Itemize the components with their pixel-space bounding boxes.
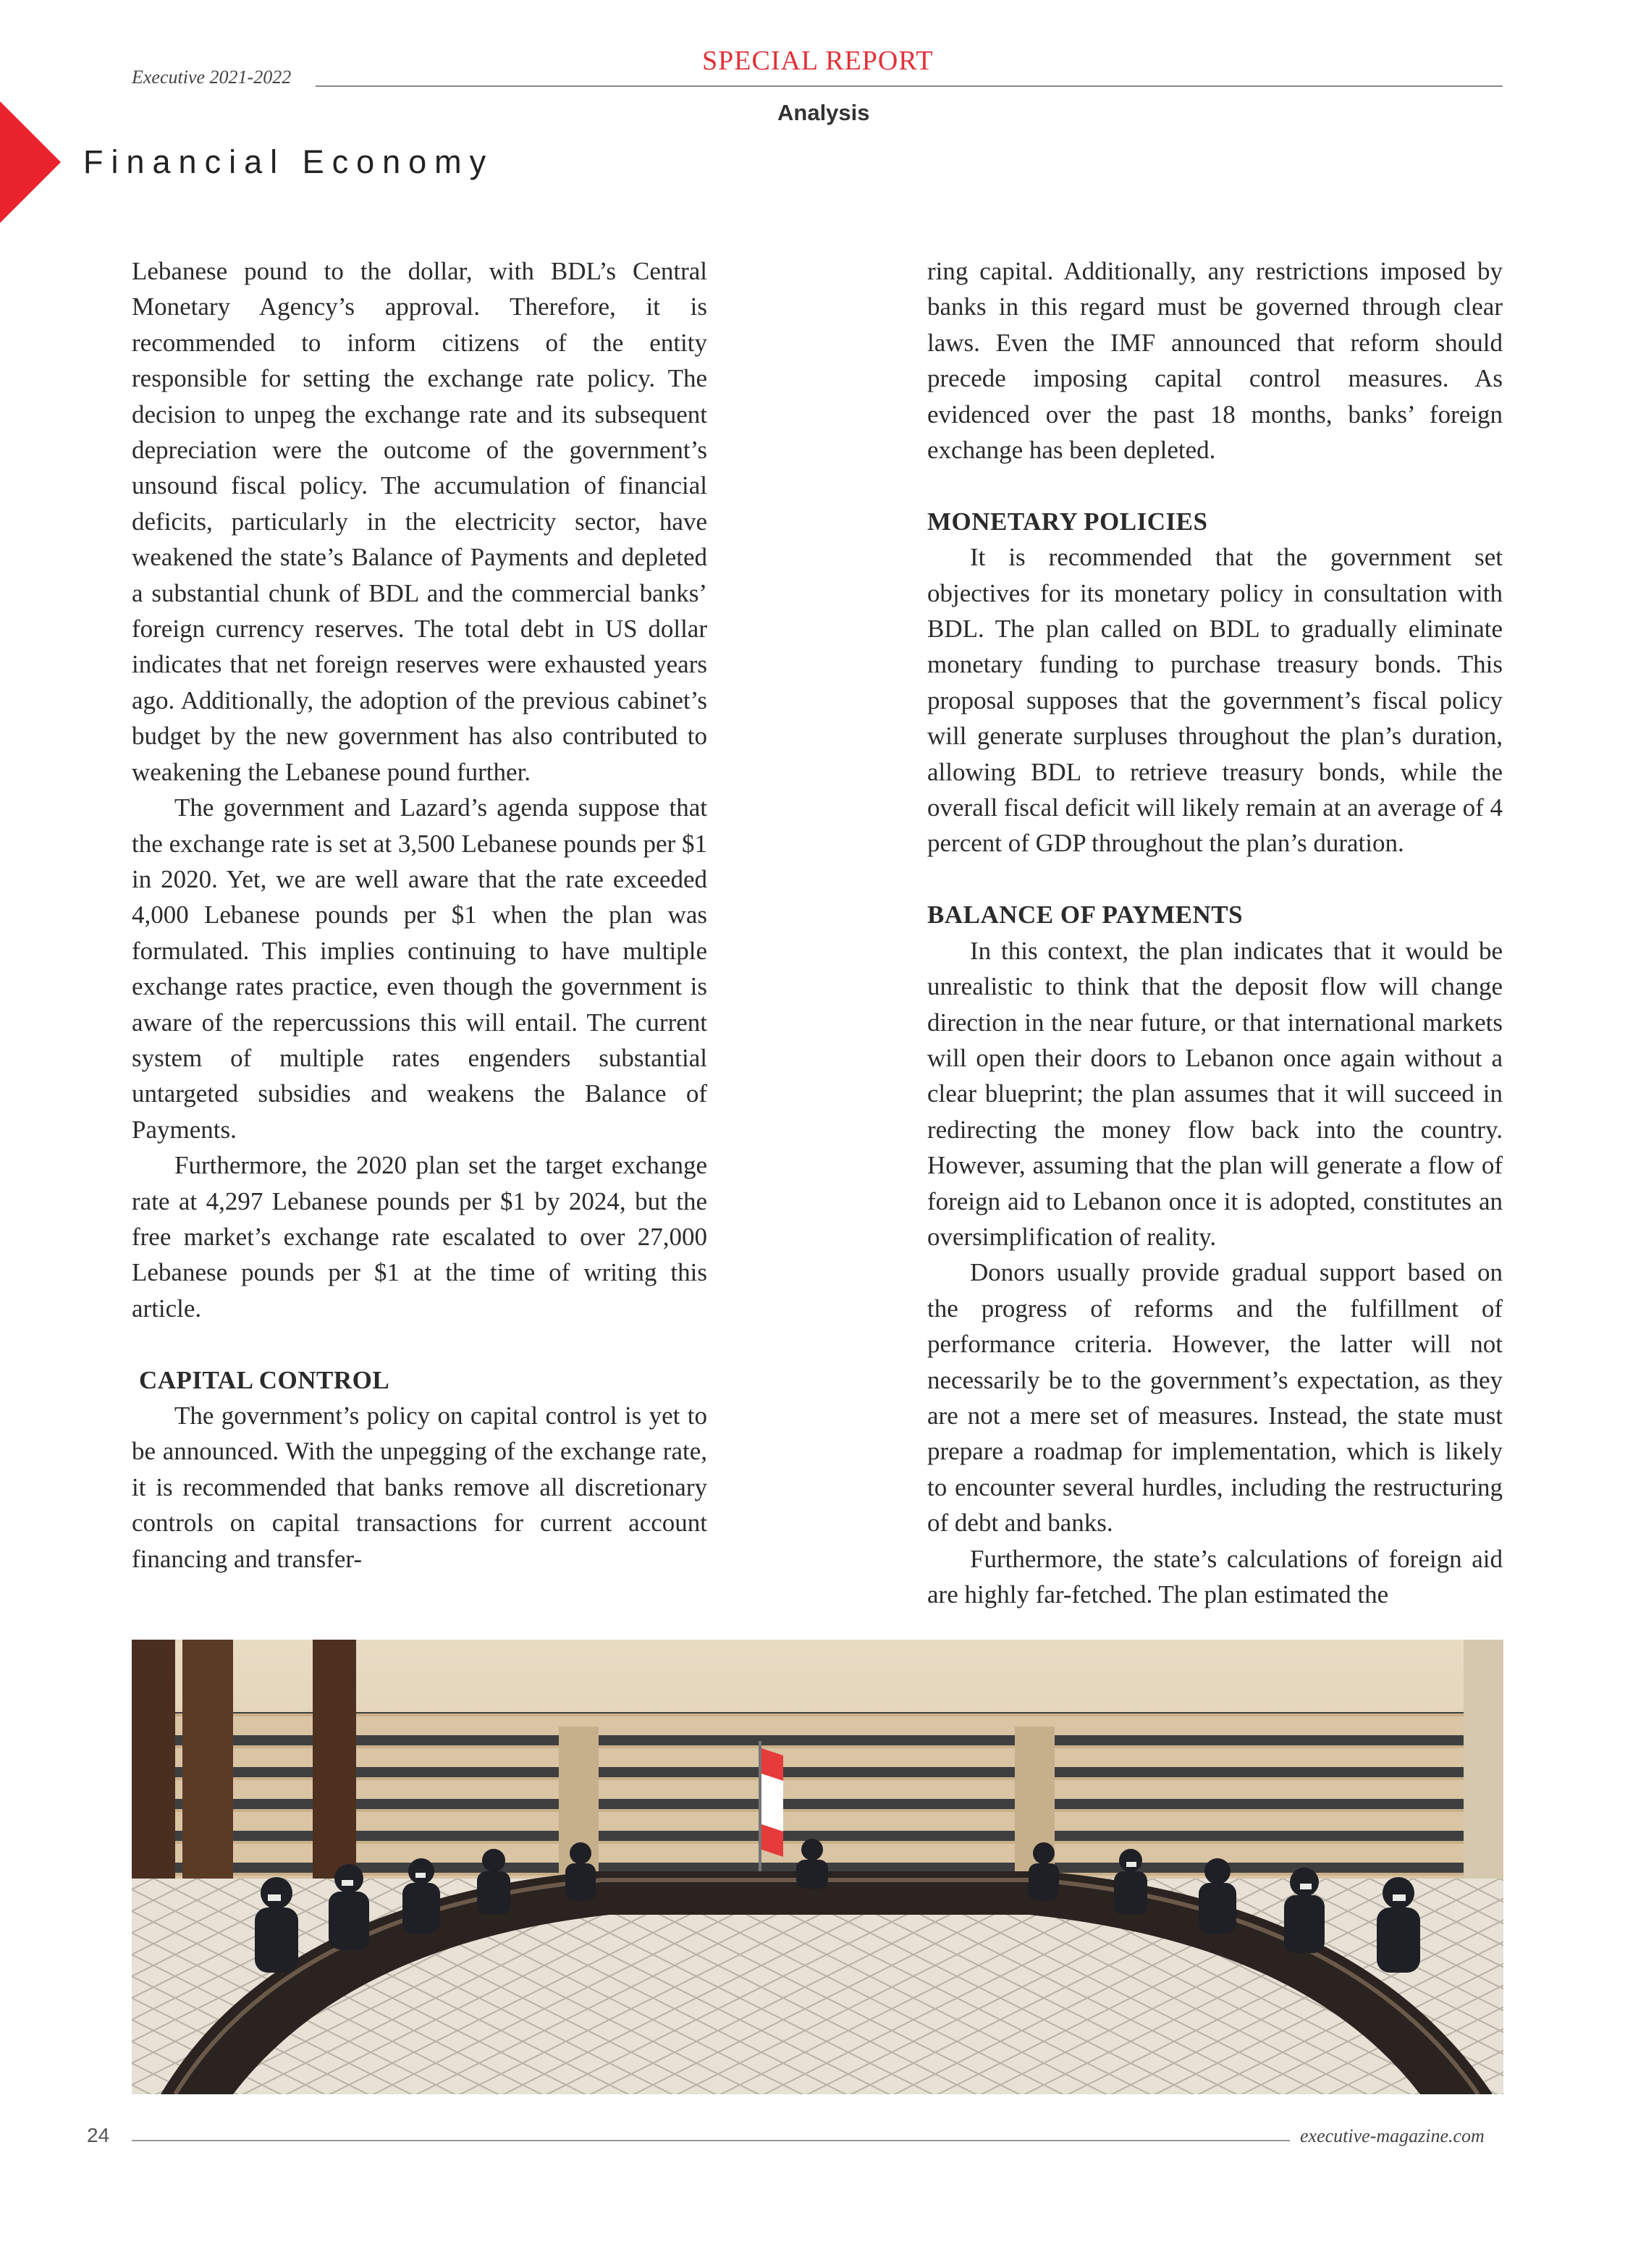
paragraph: The government and Lazard’s agenda suppose that the exchange rate is set at 3,500 Lebanese pounds per $1 in 2020. Yet, we are well aware that the rate exceeded 4,000 Lebanese pounds per $1 when the plan was formulated. This implies continuing to have multiple exchange rates practice, even though the government is aware of the repercussions this will entail. The current system of multiple rates engenders substantial untargeted subsidies and weakens the Balance of Payments. bbox=[132, 793, 707, 1144]
paragraph: The government’s policy on capital control is yet to be announced. With the unpegging of the exchange rate, it is recommended that banks remove all discretionary controls on capital transactions for current account financing and transfer- bbox=[132, 1401, 707, 1573]
article-column-right bbox=[927, 253, 1503, 1612]
subheading-capital-control: CAPITAL CONTROL bbox=[139, 1365, 390, 1394]
special-report-label: SPECIAL REPORT bbox=[702, 46, 934, 76]
paragraph: It is recommended that the government set objectives for its monetary policy in consultation with BDL. The plan called on BDL to gradually eliminate monetary funding to purchase treasury bonds. This proposal supposes that the government’s fiscal policy will generate surpluses throughout the plan’s duration, allowing BDL to retrieve treasury bonds, while the overall fiscal deficit will likely remain at an average of 4 percent of GDP throughout the plan’s duration. bbox=[927, 543, 1503, 858]
issue-label: Executive 2021-2022 bbox=[132, 67, 292, 88]
section-marker-triangle bbox=[0, 101, 61, 223]
page-number: 24 bbox=[87, 2124, 110, 2146]
subheading-monetary-policies: MONETARY POLICIES bbox=[927, 507, 1208, 536]
analysis-label: Analysis bbox=[777, 100, 870, 125]
paragraph: In this context, the plan indicates that it would be unrealistic to think that the deposit flow will change direction in the near future, or that international markets will open their doors to Lebanon once again without a clear blueprint; the plan assumes that it will succeed in redirecting the money flow back into the country. However, assuming that the plan will generate a flow of foreign aid to Lebanon once it is adopted, constitutes an oversimplification of reality. bbox=[927, 936, 1503, 1251]
article-column-left bbox=[132, 253, 707, 1577]
section-title: Financial Economy bbox=[83, 143, 494, 180]
paragraph: ring capital. Additionally, any restrictions imposed by banks in this regard must be governed through clear laws. Even the IMF announced that reform should precede imposing capital control measures. As evidenced over the past 18 months, banks’ foreign exchange has been depleted. bbox=[927, 257, 1503, 465]
cabinet-meeting-photo bbox=[132, 1640, 1503, 2094]
footer-rule bbox=[132, 2140, 1290, 2141]
website-label: executive-magazine.com bbox=[1300, 2125, 1485, 2146]
paragraph: Furthermore, the state’s calculations of foreign aid are highly far-fetched. The plan estimated the bbox=[927, 1544, 1503, 1609]
header-rule bbox=[316, 85, 1503, 87]
paragraph: Furthermore, the 2020 plan set the target exchange rate at 4,297 Lebanese pounds per $1 by 2024, but the free market’s exchange rate escalated to over 27,000 Lebanese pounds per $1 at the time of writing this article. bbox=[132, 1151, 707, 1323]
paragraph: Donors usually provide gradual support based on the progress of reforms and the fulfillment of performance criteria. However, the latter will not necessarily be to the government’s expectation, as they are not a mere set of measures. Instead, the state must prepare a roadmap for implementation, which is likely to encounter several hurdles, including the restructuring of debt and banks. bbox=[927, 1258, 1503, 1538]
paragraph: Lebanese pound to the dollar, with BDL’s Central Monetary Agency’s approval. Therefore, it is recommended to inform citizens of the entity responsible for setting the exchange rate policy. The decision to unpeg the exchange rate and its subsequent depreciation were the outcome of the government’s unsound fiscal policy. The accumulation of financial deficits, particularly in the electricity sector, have weakened the state’s Balance of Payments and depleted a substantial chunk of BDL and the commercial banks’ foreign currency reserves. The total debt in US dollar indicates that net foreign reserves were exhausted years ago. Additionally, the adoption of the previous cabinet’s budget by the new government has also contributed to weakening the Lebanese pound further. bbox=[132, 257, 707, 786]
subheading-balance-of-payments: BALANCE OF PAYMENTS bbox=[927, 901, 1244, 929]
